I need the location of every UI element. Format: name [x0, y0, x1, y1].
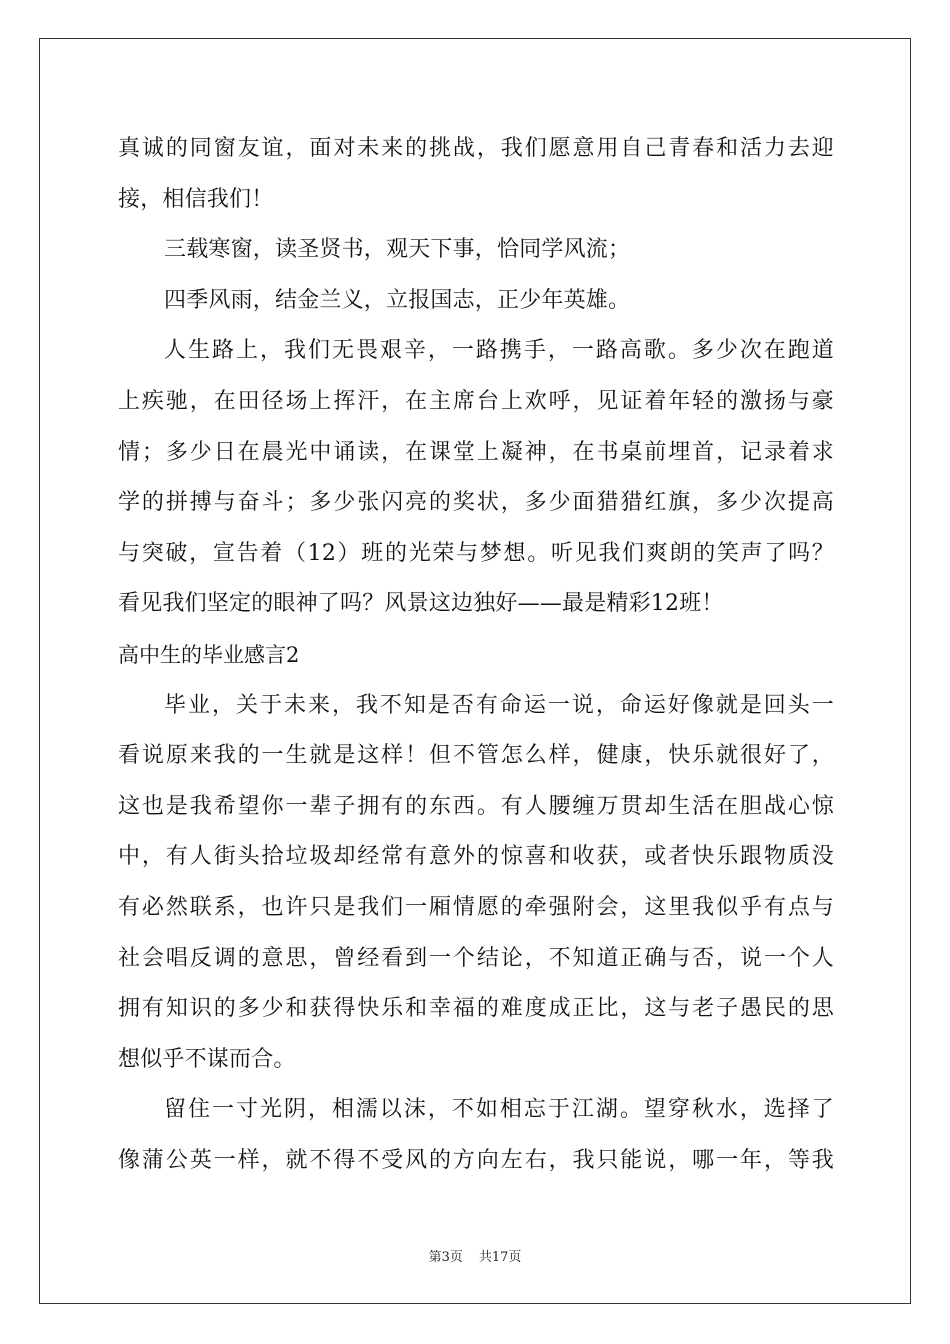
page-number: 第3页: [428, 1250, 463, 1265]
text-line: 上疾驰，在田径场上挥汗，在主席台上欢呼，见证着年轻的激扬与豪: [118, 388, 834, 414]
text-line: 像蒲公英一样，就不得不受风的方向左右，我只能说，哪一年，等我: [118, 1147, 834, 1173]
text-line: 毕业，关于未来，我不知是否有命运一说，命运好像就是回头一: [164, 692, 834, 718]
text-line: 有必然联系，也许只是我们一厢情愿的牵强附会，这里我似乎有点与: [118, 894, 834, 920]
page-footer: [0, 1246, 950, 1265]
text-line: 学的拼搏与奋斗；多少张闪亮的奖状，多少面猎猎红旗，多少次提高: [118, 490, 834, 516]
text-line: 社会唱反调的意思，曾经看到一个结论，不知道正确与否，说一个人: [118, 945, 834, 971]
text-line: 这也是我希望你一辈子拥有的东西。有人腰缠万贯却生活在胆战心惊: [118, 793, 834, 819]
text-line: 四季风雨，结金兰义，立报国志，正少年英雄。: [164, 287, 631, 313]
text-line: 人生路上，我们无畏艰辛，一路携手，一路高歌。多少次在跑道: [164, 338, 834, 364]
text-line: 接，相信我们！: [118, 186, 274, 212]
text-line: 情；多少日在晨光中诵读，在课堂上凝神，在书桌前埋首，记录着求: [118, 439, 834, 465]
text-line: 与突破，宣告着（12）班的光荣与梦想。听见我们爽朗的笑声了吗？: [118, 540, 834, 566]
document-body: [118, 124, 834, 1186]
text-line: 留住一寸光阴，相濡以沫，不如相忘于江湖。望穿秋水，选择了: [164, 1097, 834, 1123]
text-line: 中，有人街头拾垃圾却经常有意外的惊喜和收获，或者快乐跟物质没: [118, 844, 834, 870]
text-line: 看说原来我的一生就是这样！但不管怎么样，健康，快乐就很好了，: [118, 743, 834, 769]
section-heading: 高中生的毕业感言2: [118, 642, 300, 667]
text-line: 拥有知识的多少和获得快乐和幸福的难度成正比，这与老子愚民的思: [118, 996, 834, 1022]
text-line: 三载寒窗，读圣贤书，观天下事，恰同学风流；: [164, 237, 631, 263]
text-line: 看见我们坚定的眼神了吗？风景这边独好——最是精彩12班！: [118, 591, 724, 617]
text-line: 真诚的同窗友谊，面对未来的挑战，我们愿意用自己青春和活力去迎: [118, 136, 834, 161]
text-line: 想似乎不谋而合。: [118, 1046, 296, 1072]
page-total: 共17页: [478, 1250, 522, 1265]
